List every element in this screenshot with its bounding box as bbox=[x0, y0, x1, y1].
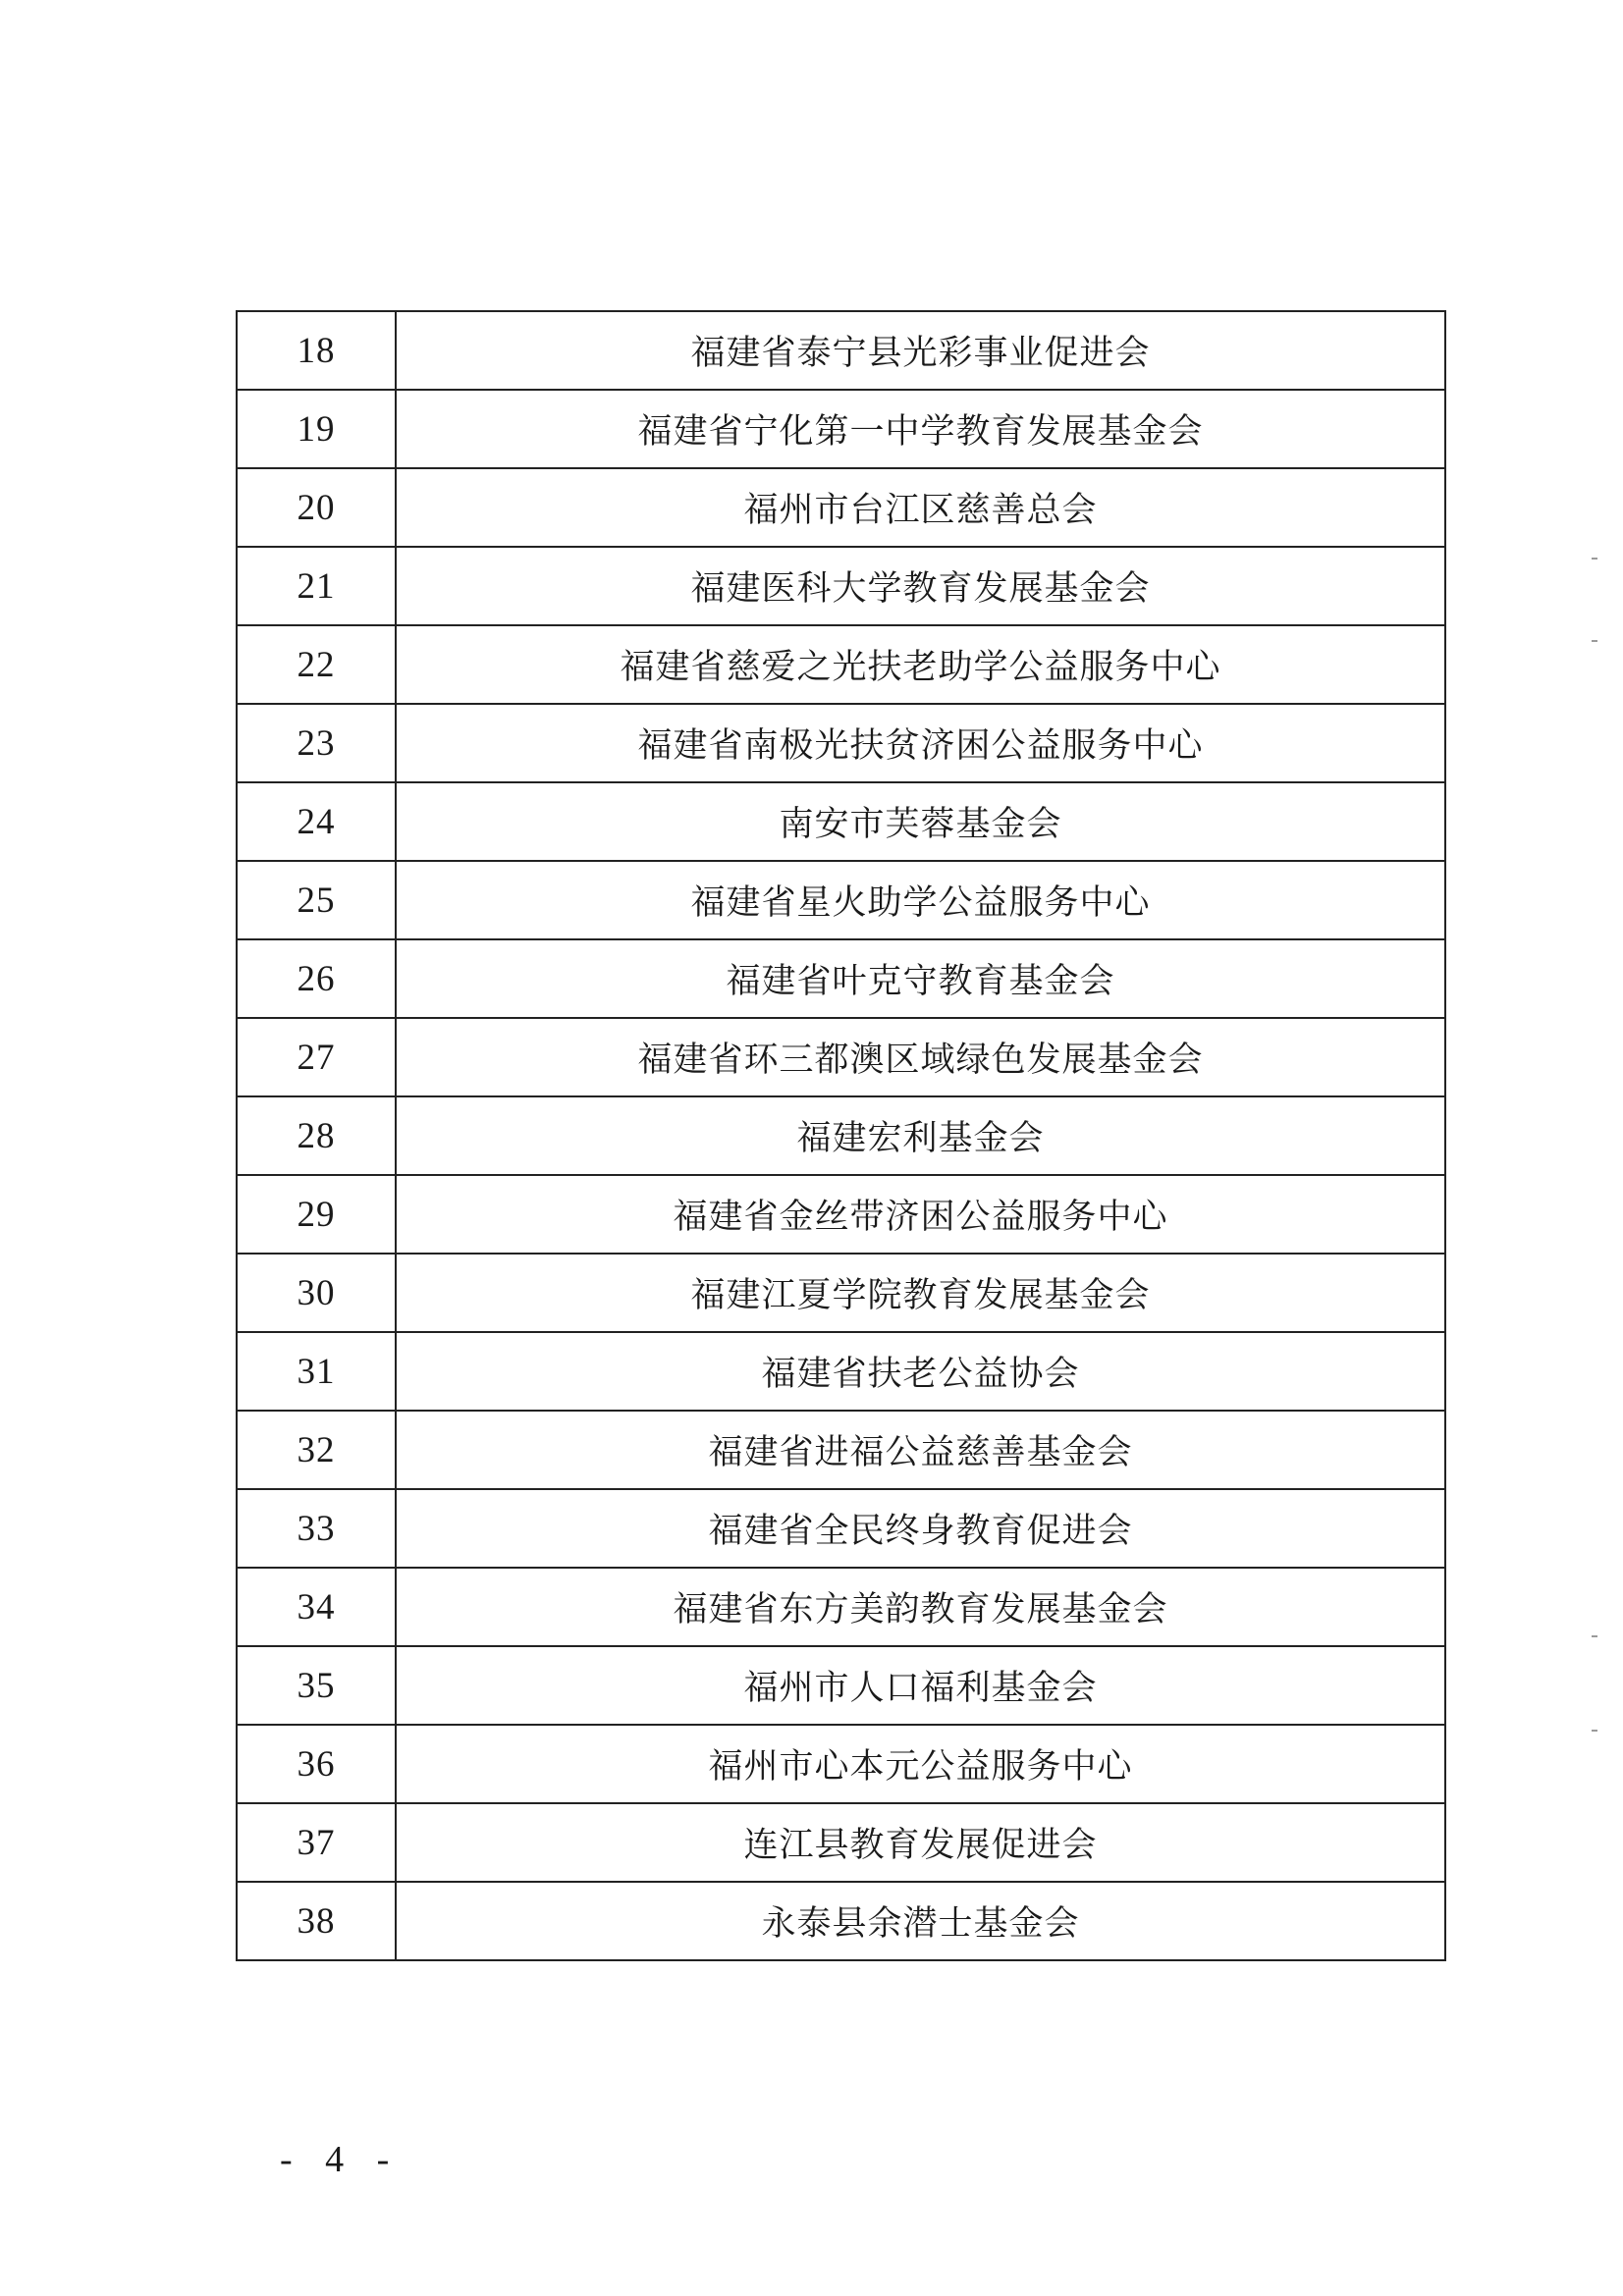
table-row bbox=[237, 1018, 1445, 1096]
row-number: 27 bbox=[237, 1018, 396, 1096]
scan-margin-mark bbox=[1592, 558, 1597, 560]
table-body bbox=[237, 311, 1445, 1960]
organization-name: 福建省泰宁县光彩事业促进会 bbox=[396, 311, 1445, 390]
table-row bbox=[237, 704, 1445, 782]
row-number: 31 bbox=[237, 1332, 396, 1411]
row-number: 25 bbox=[237, 861, 396, 939]
table-row bbox=[237, 547, 1445, 625]
organization-name: 永泰县余潜士基金会 bbox=[396, 1882, 1445, 1960]
row-number: 30 bbox=[237, 1254, 396, 1332]
organization-name: 南安市芙蓉基金会 bbox=[396, 782, 1445, 861]
table-row bbox=[237, 1803, 1445, 1882]
scan-margin-mark bbox=[1592, 640, 1597, 642]
row-number: 29 bbox=[237, 1175, 396, 1254]
table-row bbox=[237, 1646, 1445, 1725]
organization-name: 连江县教育发展促进会 bbox=[396, 1803, 1445, 1882]
row-number: 34 bbox=[237, 1568, 396, 1646]
scan-margin-mark bbox=[1592, 1730, 1597, 1732]
organization-name: 福建省扶老公益协会 bbox=[396, 1332, 1445, 1411]
row-number: 19 bbox=[237, 390, 396, 468]
scan-margin-mark bbox=[1592, 1635, 1597, 1637]
organization-name: 福建省叶克守教育基金会 bbox=[396, 939, 1445, 1018]
organization-name: 福州市心本元公益服务中心 bbox=[396, 1725, 1445, 1803]
table-row bbox=[237, 1882, 1445, 1960]
row-number: 35 bbox=[237, 1646, 396, 1725]
organization-name: 福建省金丝带济困公益服务中心 bbox=[396, 1175, 1445, 1254]
table-row bbox=[237, 1175, 1445, 1254]
organization-name: 福建宏利基金会 bbox=[396, 1096, 1445, 1175]
table-row bbox=[237, 1096, 1445, 1175]
organization-table bbox=[236, 310, 1446, 1961]
organization-name: 福建省星火助学公益服务中心 bbox=[396, 861, 1445, 939]
organization-name: 福建省宁化第一中学教育发展基金会 bbox=[396, 390, 1445, 468]
organization-name: 福建医科大学教育发展基金会 bbox=[396, 547, 1445, 625]
row-number: 21 bbox=[237, 547, 396, 625]
organization-name: 福建省东方美韵教育发展基金会 bbox=[396, 1568, 1445, 1646]
organization-name: 福州市台江区慈善总会 bbox=[396, 468, 1445, 547]
table-row bbox=[237, 625, 1445, 704]
table-row bbox=[237, 782, 1445, 861]
table-row bbox=[237, 861, 1445, 939]
table-row bbox=[237, 1489, 1445, 1568]
row-number: 36 bbox=[237, 1725, 396, 1803]
table-row bbox=[237, 939, 1445, 1018]
organization-name: 福建江夏学院教育发展基金会 bbox=[396, 1254, 1445, 1332]
row-number: 37 bbox=[237, 1803, 396, 1882]
row-number: 26 bbox=[237, 939, 396, 1018]
row-number: 20 bbox=[237, 468, 396, 547]
table-row bbox=[237, 1332, 1445, 1411]
row-number: 22 bbox=[237, 625, 396, 704]
row-number: 18 bbox=[237, 311, 396, 390]
row-number: 33 bbox=[237, 1489, 396, 1568]
row-number: 24 bbox=[237, 782, 396, 861]
page-number: - 4 - bbox=[280, 2139, 402, 2180]
table-row bbox=[237, 1725, 1445, 1803]
row-number: 32 bbox=[237, 1411, 396, 1489]
organization-name: 福建省环三都澳区域绿色发展基金会 bbox=[396, 1018, 1445, 1096]
table-row bbox=[237, 1411, 1445, 1489]
table-row bbox=[237, 311, 1445, 390]
table-row bbox=[237, 468, 1445, 547]
row-number: 23 bbox=[237, 704, 396, 782]
table-row bbox=[237, 1568, 1445, 1646]
organization-name: 福建省慈爱之光扶老助学公益服务中心 bbox=[396, 625, 1445, 704]
organization-name: 福州市人口福利基金会 bbox=[396, 1646, 1445, 1725]
row-number: 28 bbox=[237, 1096, 396, 1175]
table-row bbox=[237, 390, 1445, 468]
organization-name: 福建省进福公益慈善基金会 bbox=[396, 1411, 1445, 1489]
organization-name: 福建省全民终身教育促进会 bbox=[396, 1489, 1445, 1568]
organization-name: 福建省南极光扶贫济困公益服务中心 bbox=[396, 704, 1445, 782]
row-number: 38 bbox=[237, 1882, 396, 1960]
table-row bbox=[237, 1254, 1445, 1332]
